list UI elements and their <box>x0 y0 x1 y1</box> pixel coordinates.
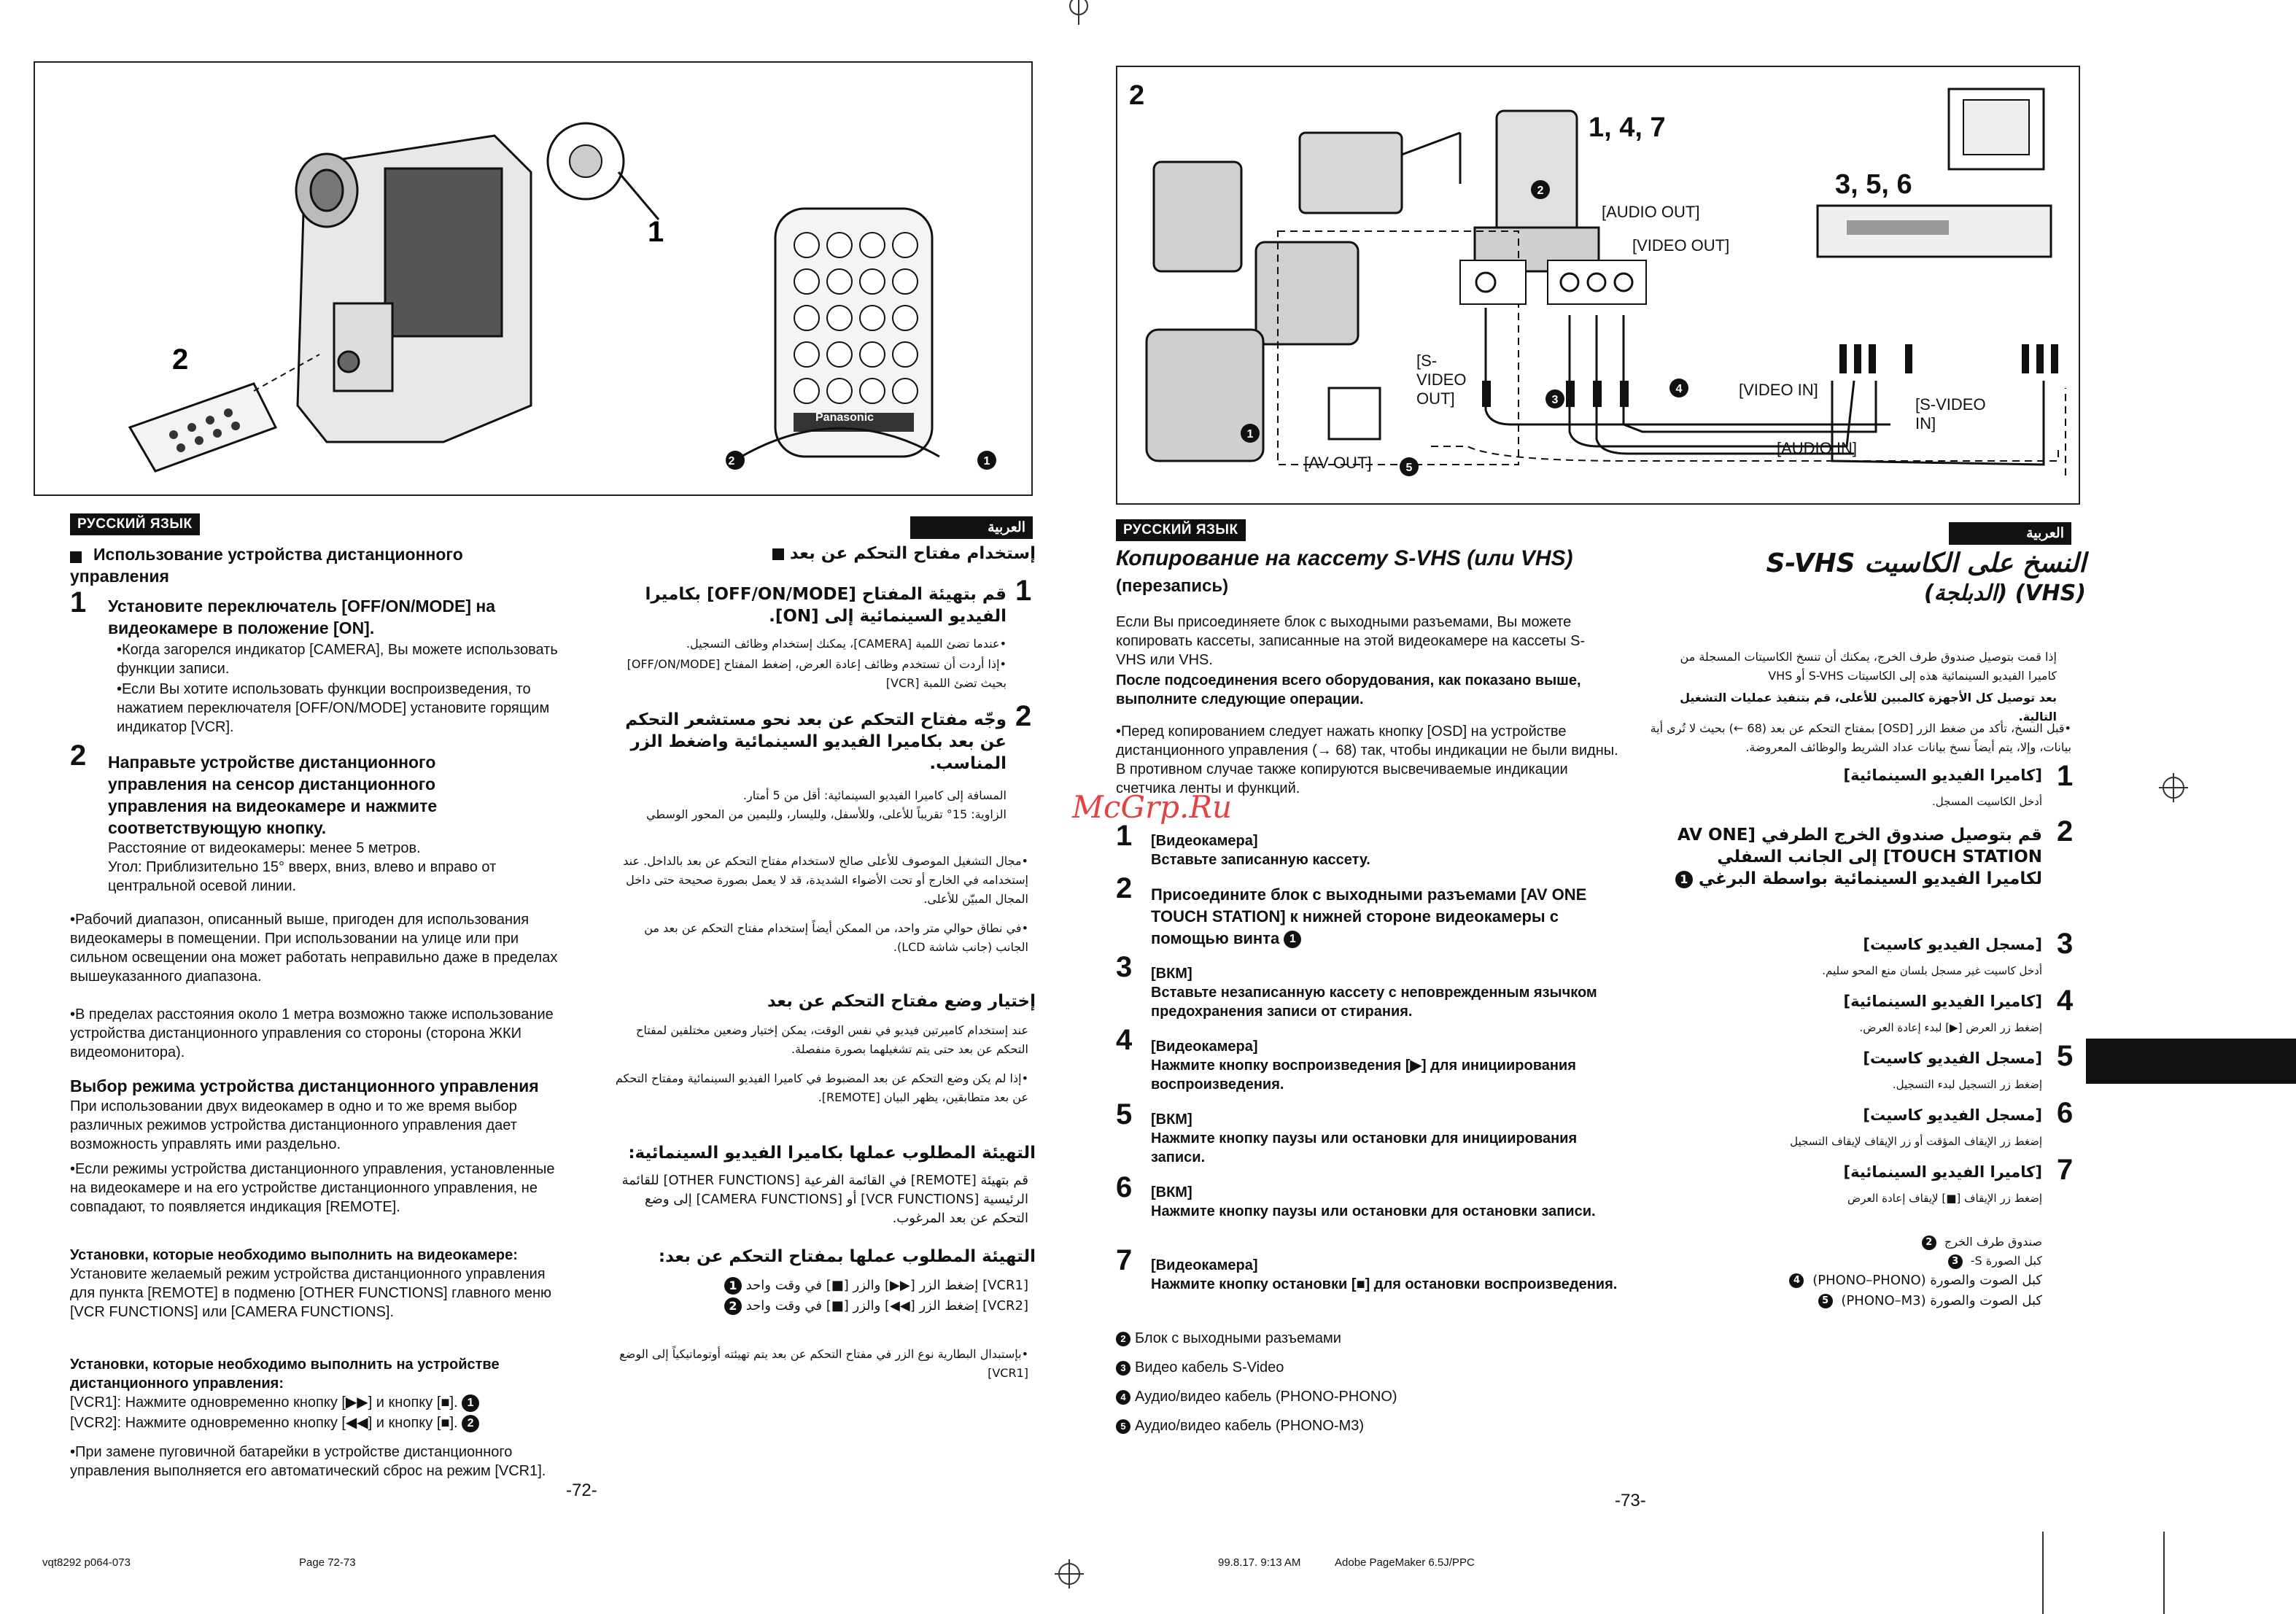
ru-legend <box>1116 1329 1597 1435</box>
badge-icon: 2 <box>1116 1332 1130 1346</box>
fig-label-svideo-out: [S-VIDEO OUT] <box>1416 352 1467 408</box>
ar-copy-title: النسخ على الكاسيت S-VHS <box>1766 548 2086 578</box>
ru-copy-step-number: 5 <box>1116 1098 1133 1130</box>
lang-label-ru-right: РУССКИЙ ЯЗЫК <box>1116 519 1246 541</box>
ar-copy-step-text: أدخل كاسيت غير مسجل بلسان منع المحو سليم. <box>1822 964 2042 977</box>
ar-copy-step-number: 2 <box>2057 815 2074 847</box>
ar-copy-step-text: إضغط زر التسجيل لبدء التسجيل. <box>1892 1078 2042 1091</box>
bullet-square-icon-ar <box>772 548 784 560</box>
lang-label-ar-left: العربية <box>910 516 1033 539</box>
right-figure <box>1116 66 2080 505</box>
ru-note-side: •В пределах расстояния около 1 метра возможно также использование устройства дистанционного управления со стороны (сторона ЖКИ видеомонитора). <box>70 1006 554 1060</box>
badge-icon: 4 <box>1116 1390 1130 1405</box>
ru-copy-step-text: Вставьте записанную кассету. <box>1151 852 1370 868</box>
ar-copy-step-title: [مسجل الفيديو كاسيت] <box>1863 1050 2042 1067</box>
ru-copy-step-title: [Видеокамера] <box>1151 1039 1258 1055</box>
legend-item: 5 Аудио/видео кабель (PHONO-M3) <box>1116 1416 1597 1435</box>
ru-copy-step-number: 2 <box>1116 872 1133 904</box>
ar-section-title: إستخدام مفتاح التحكم عن بعد <box>605 543 1036 564</box>
fig-label-audio-out: [AUDIO OUT] <box>1602 203 1700 221</box>
ar-copy-step-text: أدخل الكاسيت المسجل. <box>1931 795 2042 808</box>
ru-step-2-distance: Расстояние от видеокамеры: менее 5 метров. <box>108 840 421 856</box>
chapter-thumb-tab <box>2086 1039 2296 1084</box>
ru-copy-step-number: 4 <box>1116 1024 1133 1056</box>
bullet-square-icon <box>70 551 82 563</box>
ar-step-1-note-1: •عندما تضئ اللمبة [CAMERA]، يمكنك إستخدام وظائف التسجيل. <box>686 637 1007 651</box>
page-number-right: -73- <box>1615 1491 1646 1510</box>
fig-label-audio-in: [AUDIO IN] <box>1777 439 1858 457</box>
ar-step-1-number: 1 <box>1015 575 1032 607</box>
badge-1-icon-ar-copy: 1 <box>1675 871 1693 888</box>
ar-osd-note: •قبل النسخ، تأكد من ضغط الزر [OSD] بمفتاح التحكم عن بعد (68 ←) بحيث لا تُرى أية بيانات، وإلا، يتم أيضاً نسخ بيانات عداد الشريط والوظائف المعروضة. <box>1650 721 2071 754</box>
ru-copy-step-text: Нажмите кнопку паузы или остановки для инициирования записи. <box>1151 1130 1578 1165</box>
ar-copy-step-text: إضغط زر الإيقاف [■] لإيقاف إعادة العرض <box>1847 1192 2042 1205</box>
ru-step-1-title: Установите переключатель [OFF/ON/MODE] на видеокамере в положение [ON]. <box>108 597 496 637</box>
legend-item-ar: كبل الصورة S- 3 <box>1678 1252 2042 1270</box>
ru-copy-step-number: 3 <box>1116 951 1133 983</box>
svg-text:2: 2 <box>1537 185 1544 197</box>
ar-copy-step-title: [كاميرا الفيديو السينمائية] <box>1843 993 2042 1010</box>
ru-copy-step-text: Нажмите кнопку остановки [■] для остановки воспроизведения. <box>1151 1276 1618 1292</box>
ru-copy-step-text: Нажмите кнопку паузы или остановки для остановки записи. <box>1151 1203 1596 1219</box>
badge-icon: 2 <box>1922 1235 1936 1250</box>
ru-step-2-title: Направьте устройстве дистанционного управления на сенсор дистанционного управления на видеокамере и нажмите соответствующую кнопку. <box>108 753 438 837</box>
ar-rc-settings-title: التهيئة المطلوب عملها بمفتاح التحكم عن بعد: <box>658 1247 1036 1266</box>
ru-copy-step-number: 7 <box>1116 1244 1133 1276</box>
ar-copy-step-number: 4 <box>2057 985 2074 1017</box>
ar-copy-step-title: قم بتوصيل صندوق الخرج الطرفي [AV ONE TOUCH STATION] إلى الجانب السفلي لكاميرا الفيديو السينمائية بواسطة البرغي 1 <box>1663 824 2042 890</box>
ru-copy-step-title: [Видеокамера] <box>1151 1257 1258 1273</box>
fig-label-video-out: [VIDEO OUT] <box>1632 236 1730 255</box>
ru-vcr1-line: [VCR1]: Нажмите одновременно кнопку [▶▶] и кнопку [■]. 1 <box>70 1393 581 1412</box>
ar-vcr2-line: [VCR2] إضغط الزر [◀◀] والزر [■] في وقت واحد 2 <box>613 1297 1028 1316</box>
ru-step-2-number: 2 <box>70 740 87 772</box>
legend-item-ar: كبل الصوت والصورة (PHONO–M3) 5 <box>1678 1291 2042 1311</box>
legend-item: 2 Блок с выходными разъемами <box>1116 1329 1597 1348</box>
svg-text:1: 1 <box>983 455 990 467</box>
fig-label-steps-147: 1, 4, 7 <box>1589 112 1666 143</box>
footer-timestamp: 99.8.17. 9:13 AM <box>1218 1556 1301 1569</box>
footer-app: Adobe PageMaker 6.5J/PPC <box>1335 1556 1475 1569</box>
ru-section-title: Использование устройства дистанционного управления <box>70 545 463 586</box>
legend-item: 4 Аудио/видео кабель (PHONO-PHONO) <box>1116 1387 1597 1406</box>
ar-copy-title-2: (VHS) (الدبلجة) <box>1923 581 2086 606</box>
ar-step-1-title: قم بتهيئة المفتاح [OFF/ON/MODE] بكاميرا الفيديو السينمائية إلى [ON]. <box>645 585 1007 626</box>
ru-copy-step-number: 6 <box>1116 1171 1133 1203</box>
svg-text:3: 3 <box>1551 394 1559 406</box>
badge-2-icon-ar: 2 <box>724 1297 742 1315</box>
ar-copy-step-text: إضغط زر العرض [▶] لبدء إعادة العرض. <box>1859 1021 2042 1034</box>
ar-copy-step-title: [مسجل الفيديو كاسيت] <box>1863 936 2042 953</box>
ar-note-side: •في نطاق حوالي متر واحد، من الممكن أيضاً إستخدام مفتاح التحكم عن بعد من الجانب (جانب شاشة LCD). <box>644 921 1028 954</box>
lang-label-ru-left: РУССКИЙ ЯЗЫК <box>70 513 200 535</box>
ru-copy-step-text: Нажмите кнопку воспроизведения [▶] для инициирования воспроизведения. <box>1151 1058 1576 1093</box>
ar-copy-step-text: إضغط زر الإيقاف المؤقت أو زر الإيقاف لإيقاف التسجيل <box>1790 1135 2042 1148</box>
remote-control-illustration <box>35 63 1031 494</box>
ar-copy-step-number: 1 <box>2057 760 2074 792</box>
ar-copy-step-title: [مسجل الفيديو كاسيت] <box>1863 1106 2042 1124</box>
ar-copy-intro-bold: بعد توصيل كل الأجهزة كالمبين للأعلى، قم بتنفيذ عمليات التشغيل التالية. <box>1680 691 2057 723</box>
watermark: McGrp.Ru <box>1072 789 1233 825</box>
left-figure <box>34 61 1033 496</box>
ru-step-1-note-2: •Если Вы хотите использовать функции воспроизведения, то нажатием переключателя [OFF/ON/MODE] установите горящим индикатор [VCR]. <box>117 681 550 735</box>
ru-step-1-number: 1 <box>70 586 87 618</box>
ru-mode-note: •Если режимы устройства дистанционного управления, установленные на видеокамере и на его устройстве дистанционного управления, не совпадают, то появляется индикация [REMOTE]. <box>70 1161 555 1215</box>
badge-icon: 5 <box>1116 1419 1130 1434</box>
ar-step-2-angle: الزاوية: 15° تقريباً للأعلى، وللأسفل، ولليسار، ولليمين من المحور الوسطي <box>646 807 1007 821</box>
ar-copy-intro: إذا قمت بتوصيل صندوق طرف الخرج، يمكنك أن تنسخ الكاسيتات المسجلة من كاميرا الفيديو السينمائية هذه إلى الكاسيتات S-VHS أو VHS <box>1680 650 2057 683</box>
crop-mark-right <box>2159 773 2188 802</box>
ar-note-range: •مجال التشغيل الموصوف للأعلى صالح لاستخدام مفتاح التحكم عن بعد بالداخل. عند إستخدامه في الخارج أو تحت الأضواء الشديدة، قد لا يعمل بصورة صحيحة حتى داخل المجال المبيّن للأعلى. <box>623 854 1028 906</box>
ru-copy-title: Копирование на кассету S-VHS (или VHS) (перезапись) <box>1116 546 1573 596</box>
ru-note-range: •Рабочий диапазон, описанный выше, пригоден для использования видеокамеры в помещении. При использовании на улице или при сильном освещении она может работать неправильно даже в пределах вышеуказанного диапазона. <box>70 912 558 985</box>
ar-step-2-number: 2 <box>1015 700 1032 732</box>
badge-icon: 4 <box>1789 1273 1804 1288</box>
svg-text:4: 4 <box>1675 383 1683 395</box>
ru-copy-step-title: [ВКМ] <box>1151 1111 1192 1128</box>
footer-page-range: Page 72-73 <box>299 1556 356 1569</box>
footer-file-code: vqt8292 p064-073 <box>42 1556 131 1569</box>
ar-cam-settings-text: قم بتهيئة [REMOTE] في القائمة الفرعية [OTHER FUNCTIONS] للقائمة الرئيسية [VCR FUNCTIONS] أو [CAMERA FUNCTIONS] إلى وضع التحكم عن بعد المرغوب. <box>621 1173 1028 1226</box>
ru-copy-step-title: [ВКМ] <box>1151 966 1192 982</box>
ru-copy-step-number: 1 <box>1116 820 1133 852</box>
crop-line-bottom-left <box>2042 1532 2044 1614</box>
ar-copy-step-number: 3 <box>2057 928 2074 960</box>
fig-label-av-out: [AV OUT] <box>1304 454 1372 472</box>
ar-copy-step-title: [كاميرا الفيديو السينمائية] <box>1843 1163 2042 1181</box>
ru-mode-text: При использовании двух видеокамер в одно и то же время выбор различных режимов устройства дистанционного управления дает возможность управлять ими раздельно. <box>70 1098 517 1152</box>
ar-mode-note: •إذا لم يكن وضع التحكم عن بعد المضبوط في كاميرا الفيديو السينمائية ومفتاح التحكم عن بعد متطابقين، يظهر البيان [REMOTE]. <box>615 1071 1028 1104</box>
ar-step-2-distance: المسافة إلى كاميرا الفيديو السينمائية: أقل من 5 أمتار. <box>742 788 1007 802</box>
ar-step-1-note-2: •إذا أردت أن تستخدم وظائف إعادة العرض، إضغط المفتاح [OFF/ON/MODE] بحيث تضئ اللمبة [VCR] <box>627 657 1007 690</box>
ar-legend <box>1678 1233 2042 1311</box>
ru-osd-note: •Перед копированием следует нажать кнопку [OSD] на устройстве дистанционного управления (→ 68) так, чтобы индикации не были видны. В противном случае также копируются высвечиваемые индикации счетчика ленты и функций. <box>1116 723 1618 796</box>
ar-copy-step-number: 6 <box>2057 1097 2074 1129</box>
ru-cam-settings-text: Установите желаемый режим устройства дистанционного управления для пункта [REMOTE] в подменю [OTHER FUNCTIONS] главного меню [VCR FUNCTIONS] или [CAMERA FUNCTIONS]. <box>70 1266 552 1320</box>
ar-copy-step-number: 5 <box>2057 1040 2074 1072</box>
badge-1-icon: 1 <box>462 1394 479 1412</box>
fig-label-svideo-in: [S-VIDEO IN] <box>1915 395 1986 432</box>
ar-vcr1-line: [VCR1] إضغط الزر [▶▶] والزر [■] في وقت واحد 1 <box>613 1276 1028 1295</box>
ar-copy-step-title: [كاميرا الفيديو السينمائية] <box>1843 767 2042 784</box>
svg-text:2: 2 <box>172 344 189 376</box>
svg-text:5: 5 <box>1405 462 1413 474</box>
badge-2-icon: 2 <box>462 1415 479 1432</box>
ru-cam-settings-title: Установки, которые необходимо выполнить на видеокамере: <box>70 1247 518 1263</box>
badge-icon: 3 <box>1948 1254 1963 1269</box>
badge-1-icon-copy: 1 <box>1284 931 1301 948</box>
ar-cam-settings-title: التهيئة المطلوب عملها بكاميرا الفيديو السينمائية: <box>628 1144 1036 1163</box>
svg-text:2: 2 <box>728 455 735 467</box>
ru-step-2-angle: Угол: Приблизительно 15° вверх, вниз, влево и вправо от центральной осевой линии. <box>108 859 497 894</box>
svg-text:1: 1 <box>1246 428 1254 441</box>
fig-label-2: 2 <box>1129 80 1145 111</box>
ru-copy-step-text: Вставьте незаписанную кассету с неповрежденным язычком предохранения записи от стирания. <box>1151 985 1597 1020</box>
ar-mode-text: عند إستخدام كاميرتين فيديو في نفس الوقت، يمكن إختيار وضعين مختلفين لمفتاح التحكم عن بعد حتى يتم تشغيلهما بصورة منفصلة. <box>635 1023 1028 1056</box>
ru-copy-step-title: [Видеокамера] <box>1151 833 1258 849</box>
ru-mode-title: Выбор режима устройства дистанционного управления <box>70 1076 539 1095</box>
crop-mark-top <box>1066 0 1091 25</box>
badge-icon: 3 <box>1116 1361 1130 1376</box>
badge-icon: 5 <box>1818 1294 1833 1308</box>
ar-step-2-title: وجّه مفتاح التحكم عن بعد نحو مستشعر التحكم عن بعد بكاميرا الفيديو السينمائية واضغط الزر المناسب. <box>625 710 1007 773</box>
badge-1-icon-ar: 1 <box>724 1277 742 1295</box>
remote-brand-label: Panasonic <box>815 411 874 424</box>
svg-text:1: 1 <box>648 216 664 248</box>
ar-battery-note: •بإستبدال البطارية نوع الزر في مفتاح التحكم عن بعد يتم تهيئته أوتوماتيكياً إلى الوضع [VCR1] <box>619 1347 1028 1380</box>
ar-copy-step-number: 7 <box>2057 1154 2074 1186</box>
crop-line-bottom-right <box>2163 1532 2165 1614</box>
legend-item-ar: كبل الصوت والصورة (PHONO–PHONO) 4 <box>1678 1270 2042 1291</box>
fig-label-steps-356: 3, 5, 6 <box>1835 169 1912 200</box>
lang-label-ar-right: العربية <box>1949 522 2071 545</box>
crop-mark-bottom <box>1055 1559 1084 1588</box>
ru-rc-settings-title: Установки, которые необходимо выполнить на устройстве дистанционного управления: <box>70 1357 500 1392</box>
ru-copy-intro-bold: После подсоединения всего оборудования, как показано выше, выполните следующие операции. <box>1116 672 1581 707</box>
fig-label-video-in: [VIDEO IN] <box>1739 381 1818 399</box>
ru-battery-note: •При замене пуговичной батарейки в устройстве дистанционного управления выполняется его автоматический сброс на режим [VCR1]. <box>70 1444 546 1479</box>
legend-item-ar: صندوق طرف الخرج 2 <box>1678 1233 2042 1252</box>
ru-copy-step-title: Присоедините блок с выходными разъемами [AV ONE TOUCH STATION] к нижней стороне видеокамеры с помощью винта 1 <box>1151 885 1587 947</box>
ru-copy-intro: Если Вы присоединяете блок с выходными разъемами, Вы можете копировать кассеты, записанные на этой видеокамере на кассеты S-VHS или VHS. <box>1116 614 1586 668</box>
ru-vcr2-line: [VCR2]: Нажмите одновременно кнопку [◀◀] и кнопку [■]. 2 <box>70 1413 581 1432</box>
ru-step-1-note-1: •Когда загорелся индикатор [CAMERA], Вы можете использовать функции записи. <box>117 642 558 677</box>
ru-copy-step-title: [ВКМ] <box>1151 1184 1192 1200</box>
page-number-left: -72- <box>566 1481 597 1500</box>
legend-item: 3 Видео кабель S-Video <box>1116 1358 1597 1377</box>
ar-mode-title: إختيار وضع مفتاح التحكم عن بعد <box>767 992 1036 1011</box>
